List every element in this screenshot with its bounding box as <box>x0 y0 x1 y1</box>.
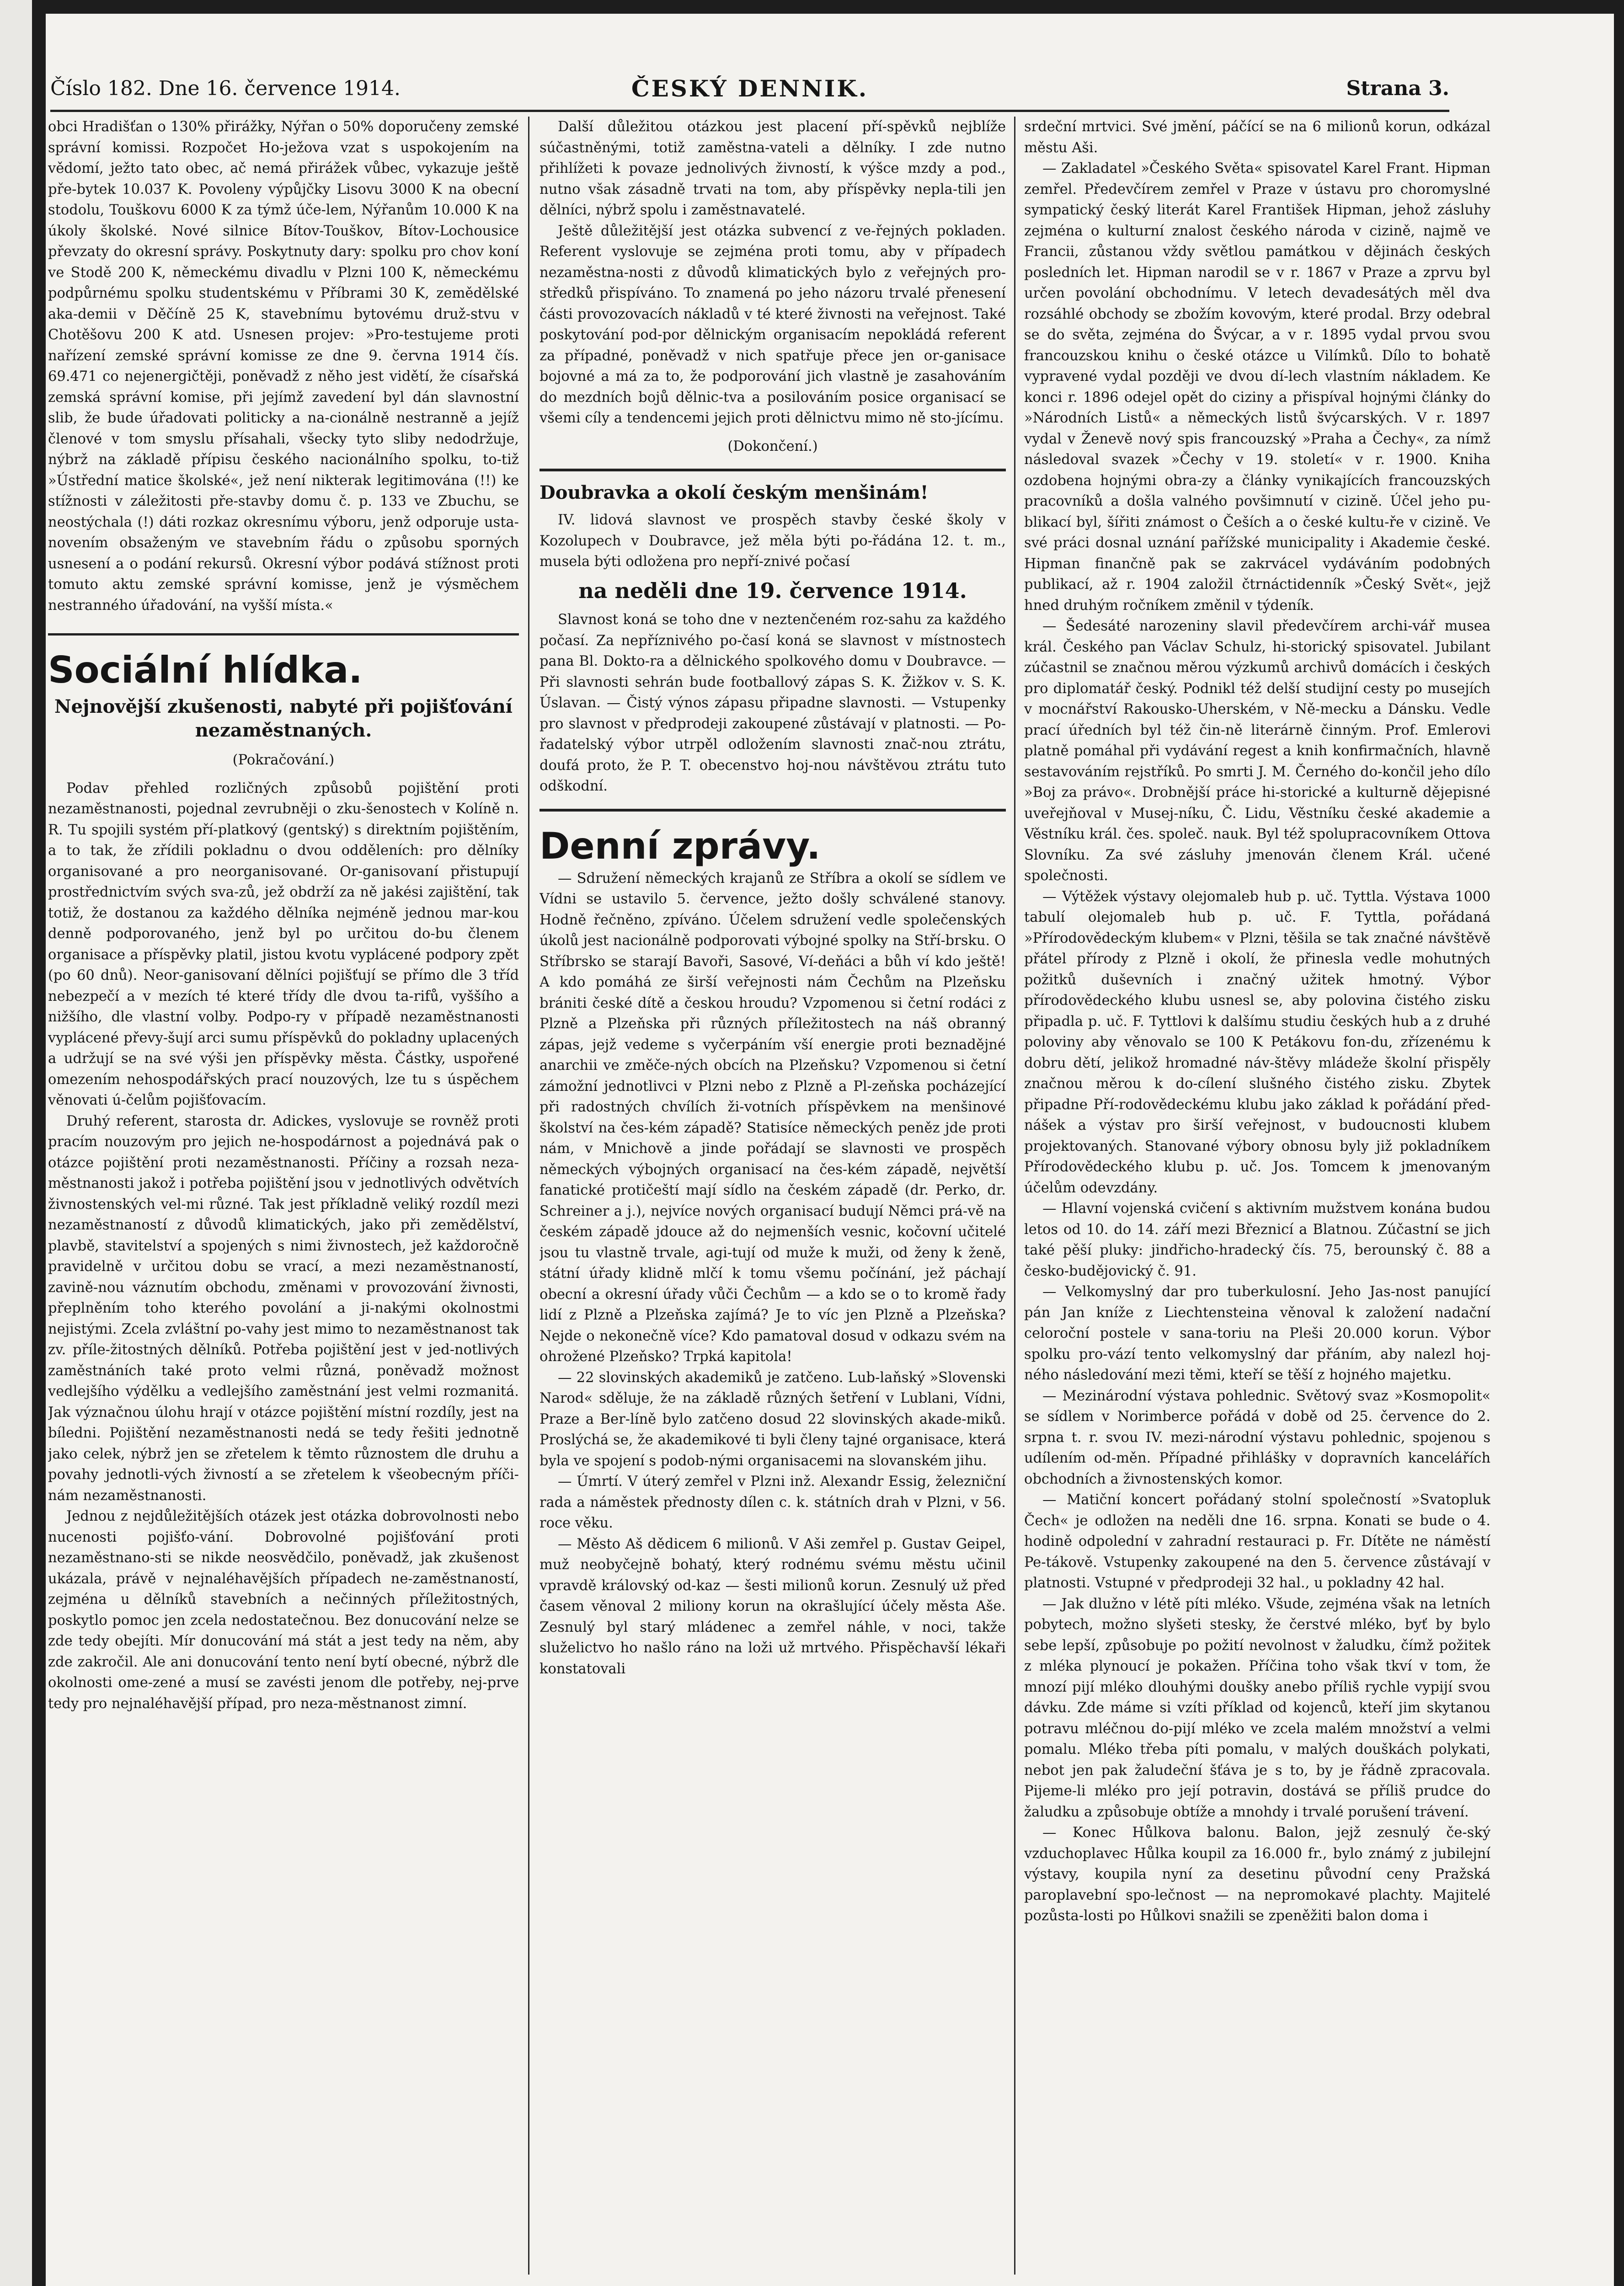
paragraph: Podav přehled rozličných způsobů pojištění proti nezaměstnanosti, pojednal zevrubněji o zku-šenostech v Kolíně n. R. Tu spojili systém pří-platkový (gentský) s direktním pojištěním, a to tak, že zřídili pokladnu o dvou odděleních: pro dělníky organisované a pro neorganisované. Or-ganisovaní přistupují prostřednictvím svých sva-zů, jež obdrží za ně jakési zajištění, tak totiž, že dostanou za každého dělníka nejméně jednou mar-kou denně podporovaného, jenž byl po určitou do-bu členem organisace a příspěvky platil, jistou kvotu vyplácené podpory zpět (po 60 dnů). Neor-ganisovaní dělníci pojišťují se přímo dle 3 tříd nebezpečí a v mezích té které třídy dle dvou ta-rifů, vyššího a nižšího, dle vlastní volby. Podpo-ry v případě nezaměstnanosti vyplácené převy-šují arci sumu příspěvků do pokladny uplacených a udržují se na své výši jen příspěvky města. Částky, uspořené omezením nehospodářských prací nouzových, lze tu s úspěchem věnovati ú-čelům pojišťovacím. <box>48 780 519 1108</box>
news-item: — 22 slovinských akademiků je zatčeno. Lub-laňský »Slovenski Narod« sděluje, že na základě různých šetření v Lublani, Vídni, Praze a Ber-líně bylo zatčeno dosud 22 slovinských akade-miků. Proslýchá se, že akademikové ti byli členy tajné organisace, která byla ve spojení s podob-nými organisacemi na slovanském jihu. <box>540 1369 1006 1469</box>
column-3 <box>1024 117 1490 2286</box>
news-item: — Hlavní vojenská cvičení s aktivním mužstvem konána budou letos od 10. do 14. září mezi Březnicí a Blatnou. Zúčastní se jich také pěší pluky: jindřicho-hradecký čís. 75, berounský č. 88 a česko-budějovický č. 91. <box>1024 1201 1490 1279</box>
paragraph: Ještě důležitější jest otázka subvencí z ve-řejných pokladen. Referent vyslovuje se zejména proti tomu, aby v případech nezaměstna-nosti z důvodů klimatických bylo z veřejných pro-středků přispíváno. To znamená po jeho názoru trvalé přenesení části provozovacích nákladů v té které živnosti na veřejnost. Také poskytování pod-por dělnickým organisacím nepokládá referent za případné, poněvadž v nich spatřuje přece jen or-ganisace bojovné a má za to, že podporování jich vlastně je zasahováním do mezdních bojů dělnic-tva a posilováním posice organisací se všemi cíly a tendencemi jejich proti dělnictvu mimo ně sto-jícímu. <box>540 223 1006 426</box>
page-number: Strana 3. <box>1346 77 1449 100</box>
section-rule <box>48 633 519 636</box>
news-item: — Velkomyslný dar pro tuberkulosní. Jeho Jas-nost panující pán Jan kníže z Liechtensteina věnoval k založení nadační celoroční postele v sana-toriu na Pleši 20.000 korun. Výbor spolku pro-vází tento velkomyslný dar přáním, aby nalezl hoj-ného následování mezi těmi, kteří se těší z hojného majetku. <box>1024 1284 1490 1383</box>
column-divider <box>1014 117 1015 2275</box>
news-item: — Zakladatel »Českého Světa« spisovatel Karel Frant. Hipman zemřel. Předevčírem zemřel v Praze v ústavu pro choromyslné sympatický český literát Karel František Hipman, jehož zásluhy zejména o kulturní znalost českého národa v cizině, najmě ve Francii, zůstanou vždy světlou památkou v dějinách českých posledních let. Hipman narodil se v r. 1867 v Praze a zprvu byl určen povolání obchodnímu. V letech devadesátých měl dva rozsáhlé obchody se zbožím kovovým, které prodal. Brzy odebral se do světa, zejména do Švýcar, a v r. 1895 vydal prvou svou francouzskou knihu o české otázce u Vilímků. Dílo to bohatě vypravené vydal později ve dvou dí-lech vlastním nákladem. Ke konci r. 1896 odejel opět do ciziny a přispíval hojnými články do »Národních Listů« a německých listů švýcarských. V r. 1897 vydal v Ženevě nový spis francouzský »Praha a Čechy«, za nímž následoval svazek »Čechy v 19. století« v r. 1900. Kniha ozdobena hojnými obra-zy a články vynikajících francouzských pracovníků a došla valného povšimnutí v cizině. Účel jeho pu-blikací byl, šířiti známost o Češích a o české kultu-ře v cizině. Ve své práci dosnal uznání pařížské municipality i Akademie české. Hipman finančně pak se zakrvácel vydáváním podobných publikací, až r. 1904 založil čtrnáctidenník »Český Svět«, jejž hned druhým ročníkem změnil v týdeník. <box>1024 160 1490 614</box>
event-date: na neděli dne 19. července 1914. <box>578 578 967 603</box>
section-title: Sociální hlídka. <box>48 649 363 691</box>
article-title: Nejnovější zkušenosti, nabyté při pojišťování nezaměstnaných. <box>54 696 513 741</box>
paragraph: Slavnost koná se toho dne v neztenčeném roz-sahu za každého počasí. Za nepříznivého po-časí koná se slavnost v místnostech pana Bl. Dokto-ra a dělnického spolkového domu v Doubravce. — Při slavnosti sehrán bude footballový zápas S. K. Žižkov v. S. K. Úslavan. — Čistý výnos zápasu připadne slavnosti. — Vstupenky pro slavnost v předprodeji zakoupené zůstávají v platnosti. — Po-řadatelský výbor utrpěl odložením slavnosti znač-nou ztrátu, doufá proto, že P. T. obecenstvo hoj-nou návštěvou ztrátu tuto odškodní. <box>540 612 1006 794</box>
paragraph: IV. lidová slavnost ve prospěch stavby české školy v Kozolupech v Doubravce, jež měla býti po-řádána 12. t. m., musela býti odložena pro nepří-znivé počasí <box>540 512 1006 570</box>
column-1 <box>48 117 519 2286</box>
page-header <box>50 69 1449 112</box>
news-item: srdeční mrtvici. Své jmění, páčící se na 6 milionů korun, odkázal městu Aši. <box>1024 119 1490 156</box>
article-title: Doubravka a okolí českým menšinám! <box>540 482 929 503</box>
section-title: Denní zprávy. <box>540 824 821 867</box>
news-item: — Konec Hůlkova balonu. Balon, jejž zesnulý če-ský vzduchoplavec Hůlka koupil za 16.000 fr., bylo známý z jubilejní výstavy, koupila nyní za desetinu původní ceny Pražská paroplavební spo-lečnost — na nepromokavé plachty. Majitelé pozůsta-losti po Hůlkovi snažili se zpeněžiti balon doma i <box>1024 1825 1490 1924</box>
continuation-note: (Pokračování.) <box>232 752 335 768</box>
paragraph: Další důležitou otázkou jest placení pří-spěvků nejblíže súčastněnými, totiž zaměstna-vateli a dělníky. I zde nutno přihlížeti k povaze jednolivých živností, k výšce mzdy a pod., nutno však zásadně trvati na tom, aby příspěvky nepla-tili jen dělníci, nýbrž spolu i zaměstnavatelé. <box>540 119 1006 218</box>
column-2 <box>540 117 1006 2286</box>
issue-date: Číslo 182. Dne 16. července 1914. <box>50 77 401 100</box>
news-item: — Město Aš dědicem 6 milionů. V Aši zemřel p. Gustav Geipel, muž neobyčejně bohatý, který rodnému svému městu učinil vpravdě královský od-kaz — šesti milionů korun. Zesnulý už před časem věnoval 2 miliony korun na okrašlující účely města Aše. Zesnulý byl starý mládenec a zemřel náhle, v noci, takže služelictvo ho našlo ráno na loži už mrtvého. Přispěchavší lékaři konstatovali <box>540 1536 1006 1677</box>
end-note: (Dokončení.) <box>727 438 818 454</box>
news-item: — Sdružení německých krajanů ze Stříbra a okolí se sídlem ve Vídni se ustavilo 5. července, ježto došly schválené stanovy. Hodně řečněno, zpíváno. Účelem sdružení vedle společenských úkolů jest nacionálně podporovati výbojné spolky na Stří-brsku. O Stříbrsko se starají Bavoři, Sasové, Ví-deňáci a bůh ví kdo ještě! A kdo pomáhá ze širší veřejnosti nám Čechům na Plzeňsku brániti české dítě a českou hroudu? Vzpomenou si četní rodáci z Plzně a Plzeňska při různých příležitostech na náš obranný zápas, jejž vedeme s vyčerpáním vší energie proti beznadějné anarchii ve změče-ných obcích na Plzeňsku? Vzpomenou si četní zámožní jednotlivci v Plzni nebo z Plzně a Pl-zeňska pocházející při radostných chvílích ži-votních příspěvkem na menšinové školství na čes-kém západě? Statisíce německých peněz jde proti nám, v Mnichově a jinde pořádají se slavnosti ve prospěch německých výbojných organisací na čes-kém západě, největší fanatické protičeští mají sídlo na českém západě (dr. Perko, dr. Schreiner a j.), nejvíce nových organisací budují Němci prá-vě na českém západě jdouce až do nejmenších vesnic, kočovní učitelé jsou tu vlastně trvale, agi-tují od muže k muži, od ženy k ženě, státní úřady klidně mlčí k tomu všemu počínání, jež páchají obecní a okresní úřady vůči Čechům — a kdo se o to kromě řady lidí z Plzně a Plzeňska zajímá? Je to víc jen Plzně a Plzeňska? Nejde o nekonečně více? Kdo pamatoval dosud v odkazu svém na ohrožené Plzeňsko? Trpká kapitola! <box>540 870 1006 1365</box>
news-item: — Šedesáté narozeniny slavil předevčírem archi-vář musea král. Českého pan Václav Schulz, hi-storický spisovatel. Jubilant zúčastnil se značnou měrou výzkumů archivů domácích i českých pro diplomatář český. Podnikl též delší studijní cesty po musejích v mocnářství Rakousko-Uherském, v Ně-mecku a Dánsku. Vedle prací úředních byl též čin-ně literárně činným. Prof. Emlerovi platně pomáhal při vydávání regest a knih konfirmačních, hlavně sestavováním rejstříků. Po smrti J. M. Černého do-končil jeho dílo »Boj za právo«. Drobnější práce hi-storické a kulturně dějepisné uveřejňoval v Musej-níku, Č. Lidu, Věstníku české akademie a Věstníku král. čes. společ. nauk. Byl též spolupracovníkem Ottova Slovníku. Za své zásluhy jmenován členem Král. učené společnosti. <box>1024 618 1490 884</box>
section-rule <box>540 809 1006 812</box>
paragraph: Druhý referent, starosta dr. Adickes, vyslovuje se rovněž proti pracím nouzovým pro jejich ne-hospodárnost a pojednává pak o otázce pojištění proti nezaměstnanosti. Příčiny a rozsah neza-městnanosti jakož i potřeba pojištění jsou v jednotlivých odvětvích živnostenských vel-mi různé. Tak jest příkladně veliký rozdíl mezi nezaměstnaností z důvodů klimatických, jako při zemědělství, plavbě, stavitelství a spojených s nimi živnostech, jež každoročně pravidelně v určitou dobu se vrací, a mezi nezaměstnaností, zavině-nou váznutím obchodu, změnami v provozování živnosti, přeplněním toho kterého povolání a ji-nakými okolnostmi nejistými. Zcela zvláštní po-vahy jest mimo to nezaměstnanost tak zv. příle-žitostných dělníků. Potřeba pojištění jest v jed-notlivých zaměstnáních také proto velmi různá, poněvadž možnost vedlejšího výdělku a vedlejšího zaměstnání jest velmi rozmanitá. Jak význačnou úlohu hrají v otázce pojištění místní rozdíly, jest na bíledni. Pojištění nezaměstnanosti nedá se tedy řešiti jednotně jako celek, nýbrž jen se zřetelem k těmto různostem dle druhu a povahy jednotli-vých živností a se zřetelem k všeobecným příči-nám nezaměstnanosti. <box>48 1113 519 1504</box>
news-item: — Výtěžek výstavy olejomaleb hub p. uč. Tyttla. Výstava 1000 tabulí olejomaleb hub p. uč. F. Tyttla, pořádaná »Přírodovědeckým klubem« v Plzni, těšila se tak značné návštěvě přátel přírody z Plzně i okolí, že přinesla vedle mohutných požitků duševních i značný užitek hmotný. Výbor přírodovědeckého klubu usnesl se, aby polovina čistého zisku připadla p. uč. F. Tyttlovi k dalšímu studiu českých hub a z druhé poloviny aby věnovalo se 100 K Petákovu fon-du, zřízenému k dobru dětí, jelikož hromadné náv-štěvy mládeže školní přispěly značnou měrou k do-cílení slušného čistého zisku. Zbytek připadne Pří-rodovědeckému klubu jako základ k pořádání před-nášek a výstav pro širší veřejnost, v budoucnosti klubem projektovaných. Stanované výbory obnosu byly již pokladníkem Přírodovědeckého klubu p. uč. Jos. Tomcem k jmenovaným účelům odevzdány. <box>1024 888 1490 1196</box>
scanner-edge <box>0 0 32 2286</box>
news-item: — Jak dlužno v létě píti mléko. Všude, zejména však na letních pobytech, možno slyšeti stesky, že čerstvé mléko, byť by bylo sebe lepší, způsobuje po požití nevolnost v žaludku, čímž požitek z mléka plynoucí je pokažen. Příčina toho však tkví v tom, že mnozí pijí mléko dlouhými doušky anebo příliš rychle vypijí svou dávku. Zde máme si vzíti příklad od kojenců, kteří jim skytanou potravu mléčnou do-pijí mléko ve zcela malém množství a velmi pomalu. Mléko třeba píti pomalu, v malých douškách polykati, nebot jen pak žaludeční šťáva je s to, by je řádně zpracovala. Pijeme-li mléko pro její potravin, dostává se příliš prudce do žaludku a způsobuje obtíže a mnohdy i trvalé porušení trávení. <box>1024 1596 1490 1820</box>
news-item: — Matiční koncert pořádaný stolní společností »Svatopluk Čech« je odložen na neděli dne 16. srpna. Konati se bude o 4. hodině odpolední v zahradní restauraci p. Fr. Dítěte ne náměstí Pe-tákově. Vstupenky zakoupené na den 5. července zůstávají v platnosti. Vstupné v předprodeji 32 hal., u pokladny 42 hal. <box>1024 1492 1490 1591</box>
article-continuation: obci Hradišťan o 130% přirážky, Nýřan o 50% doporučeny zemské správní komissi. Rozpočet Ho-ježova vzat s uspokojením na vědomí, ježto tato obec, ač nemá přirážek vůbec, vykazuje ještě pře-bytek 10.037 K. Povoleny výpůjčky Lisovu 3000 K na obecní stodolu, Touškovu 6000 K za týmž úče-lem, Nýřanům 10.000 K na úkoly školské. Nové silnice Bítov-Touškov, Bítov-Lochousice převzaty do okresní správy. Poskytnuty dary: spolku pro chov koní ve Stodě 200 K, německému divadlu v Plzni 100 K, německému podpůrnému spolku studentskému v Příbrami 30 K, zemědělské aka-demii v Děčíně 25 K, stavebnímu bytovému druž-stvu v Chotěšovu 200 K atd. Usnesen projev: »Pro-testujeme proti nařízení zemské správní komisse ze dne 9. června 1914 čís. 69.471 co nejenergičtěji, poněvadž z něho jest vidětí, že císařská zemská správní komise, při jejímž zavedení byl dán slavnostní slib, že bude úřadovati politicky a na-cionálně nestranně a jejíž členové v tom smyslu přísahali, všecky tyto sliby nedodržuje, nýbrž na základě přípisu českého nacionálního spolku, to-tiž »Ústřední matice školské«, jež není nikterak legitimována (!!) ke stížnosti v záležitosti pře-stavby domu č. p. 133 ve Zbuchu, se neostýchala (!) dáti rozkaz okresnímu výboru, jenž odporuje usta-novením obsaženým ve stavebním řádu o způsobu sporných usnesení a o podání rekursů. Okresní výbor podává stížnost proti tomuto aktu zemské správní komisse, jenž je výsměchem nestranného úřadování, na vyšší místa.« <box>48 119 519 614</box>
paragraph: Jednou z nejdůležitějších otázek jest otázka dobrovolnosti nebo nucenosti pojišťo-vání. Dobrovolné pojišťování proti nezaměstnano-sti se nikde neosvědčilo, poněvadž, jak zkušenost ukázala, právě v nejnaléhavějších případech ne-zaměstnaností, zejména u dělníků stavebních a nečinných příležitostných, poskytlo pomoc jen zcela nedostatečnou. Bez donucování nelze se zde tedy obejíti. Mír donucování má stát a jest tedy na něm, aby zde zakročil. Ale ani donucování tento není bytí obecné, nýbrž dle okolnosti ome-zené a musí se zavésti jenom dle potřeby, nej-prve tedy pro nejnaléhavější případ, pro neza-městnanost zimní. <box>48 1508 519 1712</box>
news-item: — Úmrtí. V úterý zemřel v Plzni inž. Alexandr Essig, železniční rada a náměstek přednosty dílen c. k. státních drah v Plzni, v 56. roce věku. <box>540 1474 1006 1531</box>
column-divider <box>528 117 529 2275</box>
newspaper-title: ČESKÝ DENNIK. <box>631 75 869 102</box>
news-item: — Mezinárodní výstava pohlednic. Světový svaz »Kosmopolit« se sídlem v Norimberce pořádá v době od 25. července do 2. srpna t. r. svou IV. mezi-národní výstavu pohlednic, spojenou s udílením od-měn. Případné přihlášky v dopravních kancelářích obchodních a živnostenských komor. <box>1024 1388 1490 1487</box>
section-rule <box>540 469 1006 471</box>
